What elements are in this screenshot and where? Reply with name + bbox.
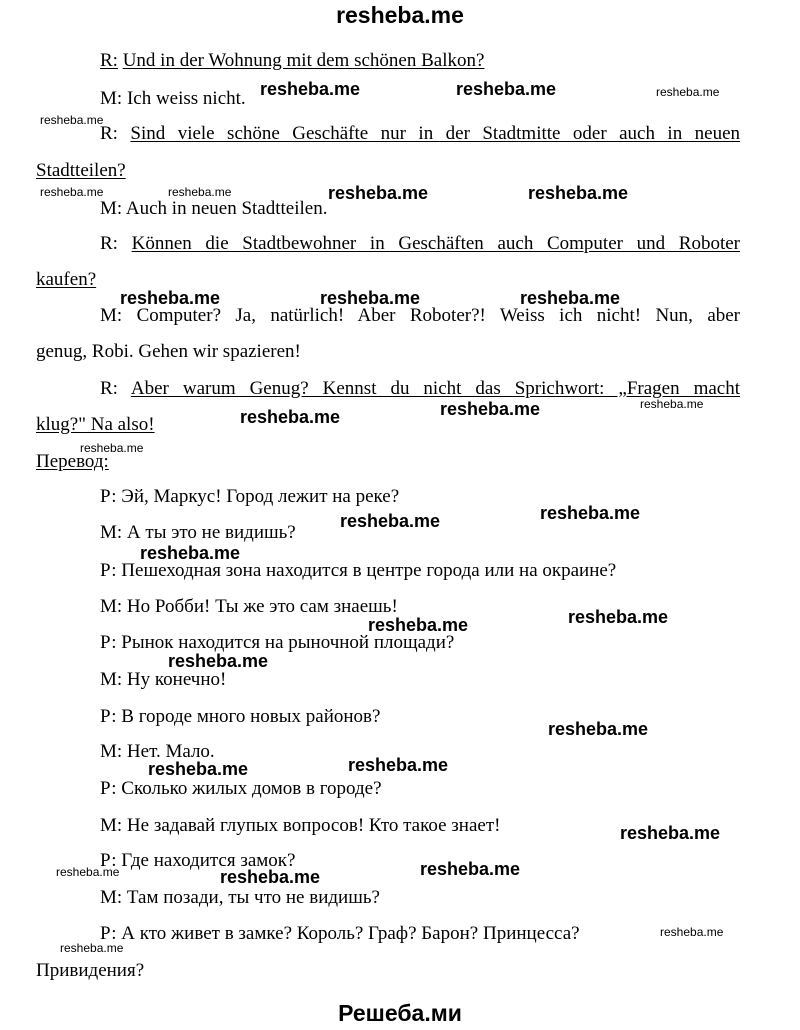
- watermark: resheba.me: [520, 288, 621, 308]
- site-footer: Решеба.ми: [338, 1000, 462, 1026]
- watermark: resheba.me: [320, 288, 421, 308]
- speaker: R:: [100, 378, 118, 399]
- watermark: resheba.me: [568, 607, 669, 627]
- russian-line-6: М: Ну конечно!: [100, 669, 227, 690]
- russian-line-13: Р: А кто живет в замке? Король? Граф? Барон? Принцесса?: [100, 923, 580, 944]
- watermark: resheba.me: [220, 867, 321, 887]
- line-text: Sind viele schöne Geschäfte nur in der Stadtmitte oder auch in neuen: [130, 123, 741, 144]
- watermark: resheba.me: [148, 759, 249, 779]
- russian-line-7: Р: В городе много новых районов?: [100, 706, 381, 727]
- watermark: resheba.me: [60, 941, 124, 955]
- german-line-6-cont: genug, Robi. Gehen wir spazieren!: [36, 341, 301, 362]
- watermark: resheba.me: [420, 859, 521, 879]
- russian-line-11: Р: Где находится замок?: [100, 850, 296, 871]
- translation-heading: Перевод:: [36, 451, 109, 472]
- line-text: Und in der Wohnung mit dem schönen Balkon?: [122, 50, 485, 71]
- watermark: resheba.me: [348, 755, 449, 775]
- german-line-3: [100, 123, 740, 145]
- watermark: resheba.me: [168, 185, 232, 199]
- watermark: resheba.me: [140, 543, 241, 563]
- speaker: R:: [100, 50, 118, 71]
- watermark: resheba.me: [620, 823, 721, 843]
- russian-line-9: Р: Сколько жилых домов в городе?: [100, 778, 382, 799]
- watermark: resheba.me: [260, 79, 361, 99]
- site-header: resheba.me: [336, 2, 464, 28]
- german-line-5: [100, 233, 740, 255]
- line-text: Aber warum Genug? Kennst du nicht das Sprichwort: „Fragen macht: [130, 378, 740, 399]
- watermark: resheba.me: [240, 407, 341, 427]
- justified-line: [100, 123, 740, 145]
- line-text: Ich weiss nicht.: [126, 88, 246, 109]
- russian-line-12: М: Там позади, ты что не видишь?: [100, 887, 380, 908]
- german-line-1: [100, 50, 484, 72]
- watermark: resheba.me: [368, 615, 469, 635]
- line-text: Computer? Ja, natürlich! Aber Roboter?! Weiss ich nicht! Nun, aber: [136, 305, 741, 326]
- watermark: resheba.me: [540, 503, 641, 523]
- german-line-4: [100, 198, 327, 220]
- watermark: resheba.me: [440, 399, 541, 419]
- watermark: resheba.me: [340, 511, 441, 531]
- watermark: resheba.me: [328, 183, 429, 203]
- german-line-2: [100, 88, 246, 110]
- russian-line-10: М: Не задавай глупых вопросов! Кто такое знает!: [100, 815, 501, 836]
- watermark: resheba.me: [548, 719, 649, 739]
- speaker: R:: [100, 233, 118, 254]
- speaker: M:: [100, 198, 123, 219]
- speaker: R:: [100, 123, 118, 144]
- speaker: M:: [100, 305, 123, 326]
- line-text: Können die Stadtbewohner in Geschäften auch Computer und Roboter: [131, 233, 740, 254]
- russian-line-5: Р: Рынок находится на рыночной площади?: [100, 632, 455, 653]
- watermark: resheba.me: [40, 113, 104, 127]
- watermark: resheba.me: [80, 441, 144, 455]
- russian-line-4: М: Но Робби! Ты же это сам знаешь!: [100, 596, 398, 617]
- watermark: resheba.me: [120, 288, 221, 308]
- watermark: resheba.me: [656, 85, 720, 99]
- line-text: Auch in neuen Stadtteilen.: [125, 198, 328, 219]
- german-line-3-cont: Stadtteilen?: [36, 160, 126, 181]
- german-line-7-cont: klug?" Na also!: [36, 414, 155, 435]
- german-line-5-cont: kaufen?: [36, 269, 97, 290]
- watermark: resheba.me: [640, 397, 704, 411]
- watermark: resheba.me: [456, 79, 557, 99]
- justified-line: [100, 233, 740, 255]
- watermark: resheba.me: [528, 183, 629, 203]
- russian-line-13-cont: Привидения?: [36, 960, 145, 981]
- speaker: M:: [100, 88, 123, 109]
- watermark: resheba.me: [40, 185, 104, 199]
- russian-line-1: Р: Эй, Маркус! Город лежит на реке?: [100, 486, 400, 507]
- russian-line-3: Р: Пешеходная зона находится в центре города или на окраине?: [100, 560, 617, 581]
- russian-line-2: М: А ты это не видишь?: [100, 522, 296, 543]
- watermark: resheba.me: [168, 651, 269, 671]
- watermark: resheba.me: [56, 865, 120, 879]
- russian-line-8: М: Нет. Мало.: [100, 741, 215, 762]
- watermark: resheba.me: [660, 925, 724, 939]
